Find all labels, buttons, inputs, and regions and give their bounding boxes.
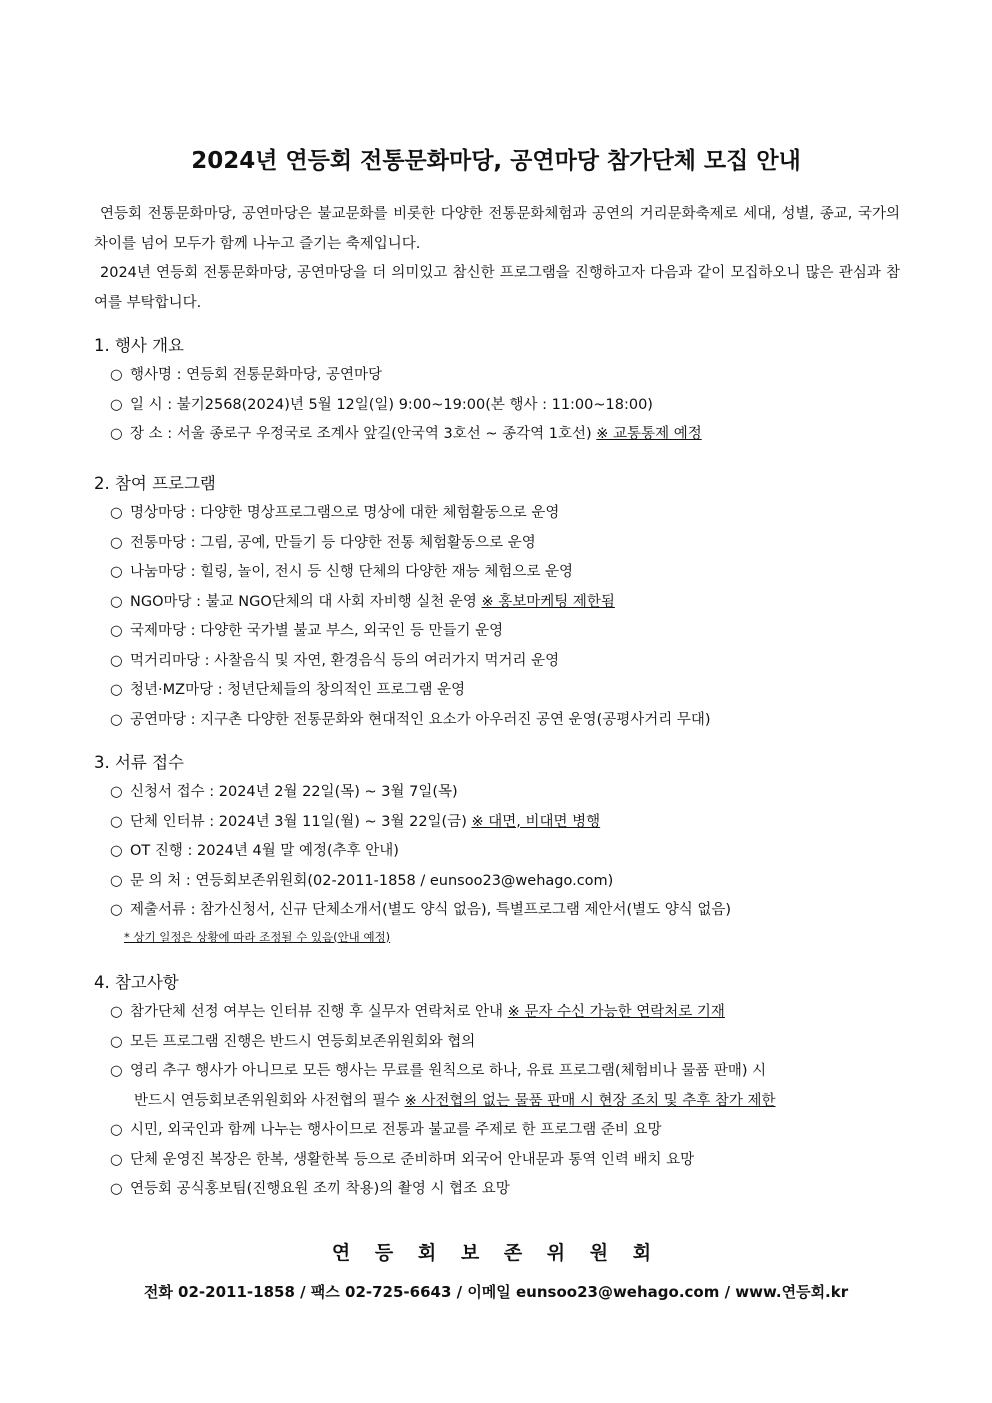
circle-bullet-icon: ○	[110, 843, 123, 859]
section-heading: 2. 참여 프로그램	[94, 474, 216, 493]
schedule-footnote: * 상기 일정은 상황에 따라 조정될 수 있음(안내 예정)	[124, 929, 391, 944]
circle-bullet-icon: ○	[110, 652, 123, 669]
intro-paragraph: 2024년 연등회 전통문화마당, 공연마당을 더 의미있고 참신한 프로그램을 진행하고자 다음과 같이 모집하오니 많은 관심과 참여를 부탁합니다.	[94, 265, 900, 311]
item-note: ※ 대면, 비대면 병행	[471, 813, 601, 830]
list-item: ○ 장 소 : 서울 종로구 우정국로 조계사 앞길(안국역 3호선 ~ 종각역 1호선) ※ 교통통제 예정	[110, 420, 914, 450]
circle-bullet-icon: ○	[110, 711, 123, 728]
circle-bullet-icon: ○	[110, 1151, 123, 1168]
item-note: ※ 문자 수신 가능한 연락처로 기재	[507, 1004, 725, 1020]
contact-info: 전화 02-2011-1858 / 팩스 02-725-6643 / 이메일 eunsoo23@wehago.com / www.연등회.kr	[143, 1283, 849, 1301]
list-item: ○ NGO마당 : 불교 NGO단체의 대 사회 자비행 실천 운영 ※ 홍보마케팅 제한됨	[110, 588, 914, 618]
list-item: ○ 단체 운영진 복장은 한복, 생활한복 등으로 준비하며 외국어 안내문과 통역 인력 배치 요망	[110, 1146, 914, 1176]
circle-bullet-icon: ○	[110, 1122, 123, 1138]
circle-bullet-icon: ○	[110, 367, 123, 383]
item-note: ※ 교통통제 예정	[596, 426, 702, 442]
list-item: ○ OT 진행 : 2024년 4월 말 예정(추후 안내)	[110, 837, 914, 867]
list-item: ○ 신청서 접수 : 2024년 2월 22일(목) ~ 3월 7일(목)	[110, 778, 914, 808]
circle-bullet-icon: ○	[110, 1033, 123, 1050]
circle-bullet-icon: ○	[110, 1181, 123, 1197]
intro-paragraph: 연등회 전통문화마당, 공연마당은 불교문화를 비롯한 다양한 전통문화체험과 공연의 거리문화축제로 세대, 성별, 종교, 국가의 차이를 넘어 모두가 함께 나누고 즐기는 축제입니다.	[94, 206, 900, 252]
circle-bullet-icon: ○	[110, 396, 123, 413]
circle-bullet-icon: ○	[110, 623, 123, 639]
document-title: 2024년 연등회 전통문화마당, 공연마당 참가단체 모집 안내	[191, 148, 801, 174]
circle-bullet-icon: ○	[110, 593, 123, 610]
list-item: ○ 문 의 처 : 연등회보존위원회(02-2011-1858 / eunsoo23@wehago.com)	[110, 867, 914, 897]
list-item: ○ 청년·MZ마당 : 청년단체들의 창의적인 프로그램 운영	[110, 676, 914, 706]
list-item: ○ 일 시 : 불기2568(2024)년 5월 12일(일) 9:00~19:00(본 행사 : 11:00~18:00)	[110, 391, 914, 421]
circle-bullet-icon: ○	[110, 426, 123, 442]
circle-bullet-icon: ○	[110, 872, 123, 889]
circle-bullet-icon: ○	[110, 1063, 123, 1079]
section-heading: 4. 참고사항	[94, 973, 179, 992]
circle-bullet-icon: ○	[110, 784, 123, 800]
section-programs	[94, 469, 914, 735]
list-item: ○ 연등회 공식홍보팀(진행요원 조끼 착용)의 촬영 시 협조 요망	[110, 1175, 914, 1205]
section-overview	[94, 331, 914, 450]
section-notes	[94, 968, 914, 1205]
item-note: ※ 홍보마케팅 제한됨	[481, 593, 615, 610]
list-item: ○ 명상마당 : 다양한 명상프로그램으로 명상에 대한 체험활동으로 운영	[110, 499, 914, 529]
list-item: ○ 전통마당 : 그림, 공예, 만들기 등 다양한 전통 체험활동으로 운영	[110, 529, 914, 559]
circle-bullet-icon: ○	[110, 902, 123, 918]
circle-bullet-icon: ○	[110, 534, 123, 551]
list-item-continuation: 반드시 연등회보존위원회와 사전협의 필수 ※ 사전협의 없는 물품 판매 시 현장 조치 및 추후 참가 제한	[134, 1092, 776, 1109]
list-item: ○ 참가단체 선정 여부는 인터뷰 진행 후 실무자 연락처로 안내 ※ 문자 수신 가능한 연락처로 기재	[110, 998, 914, 1028]
list-item: ○ 행사명 : 연등회 전통문화마당, 공연마당	[110, 361, 914, 391]
item-note: ※ 사전협의 없는 물품 판매 시 현장 조치 및 추후 참가 제한	[404, 1092, 776, 1109]
circle-bullet-icon: ○	[110, 1004, 123, 1020]
list-item: ○ 단체 인터뷰 : 2024년 3월 11일(월) ~ 3월 22일(금) ※ 대면, 비대면 병행	[110, 808, 914, 838]
section-heading: 3. 서류 접수	[94, 753, 184, 772]
list-item: ○ 국제마당 : 다양한 국가별 불교 부스, 외국인 등 만들기 운영	[110, 617, 914, 647]
circle-bullet-icon: ○	[110, 564, 123, 580]
list-item: ○ 먹거리마당 : 사찰음식 및 자연, 환경음식 등의 여러가지 먹거리 운영	[110, 647, 914, 677]
list-item: ○ 모든 프로그램 진행은 반드시 연등회보존위원회와 협의	[110, 1028, 914, 1058]
circle-bullet-icon: ○	[110, 813, 123, 830]
list-item: ○ 공연마당 : 지구촌 다양한 전통문화와 현대적인 요소가 아우러진 공연 운영(공평사거리 무대)	[110, 706, 914, 736]
organization-name: 연 등 회 보 존 위 원 회	[331, 1242, 661, 1264]
list-item: ○ 시민, 외국인과 함께 나누는 행사이므로 전통과 불교를 주제로 한 프로그램 준비 요망	[110, 1116, 914, 1146]
list-item: ○ 나눔마당 : 힐링, 놀이, 전시 등 신행 단체의 다양한 재능 체험으로 운영	[110, 558, 914, 588]
list-item: ○ 제출서류 : 참가신청서, 신규 단체소개서(별도 양식 없음), 특별프로그램 제안서(별도 양식 없음)	[110, 896, 914, 926]
list-item: ○ 영리 추구 행사가 아니므로 모든 행사는 무료를 원칙으로 하나, 유료 프로그램(체험비나 물품 판매) 시	[110, 1057, 914, 1087]
section-heading: 1. 행사 개요	[94, 336, 184, 355]
circle-bullet-icon: ○	[110, 505, 123, 521]
circle-bullet-icon: ○	[110, 682, 123, 698]
section-documents	[94, 748, 914, 948]
intro-text	[94, 200, 900, 318]
